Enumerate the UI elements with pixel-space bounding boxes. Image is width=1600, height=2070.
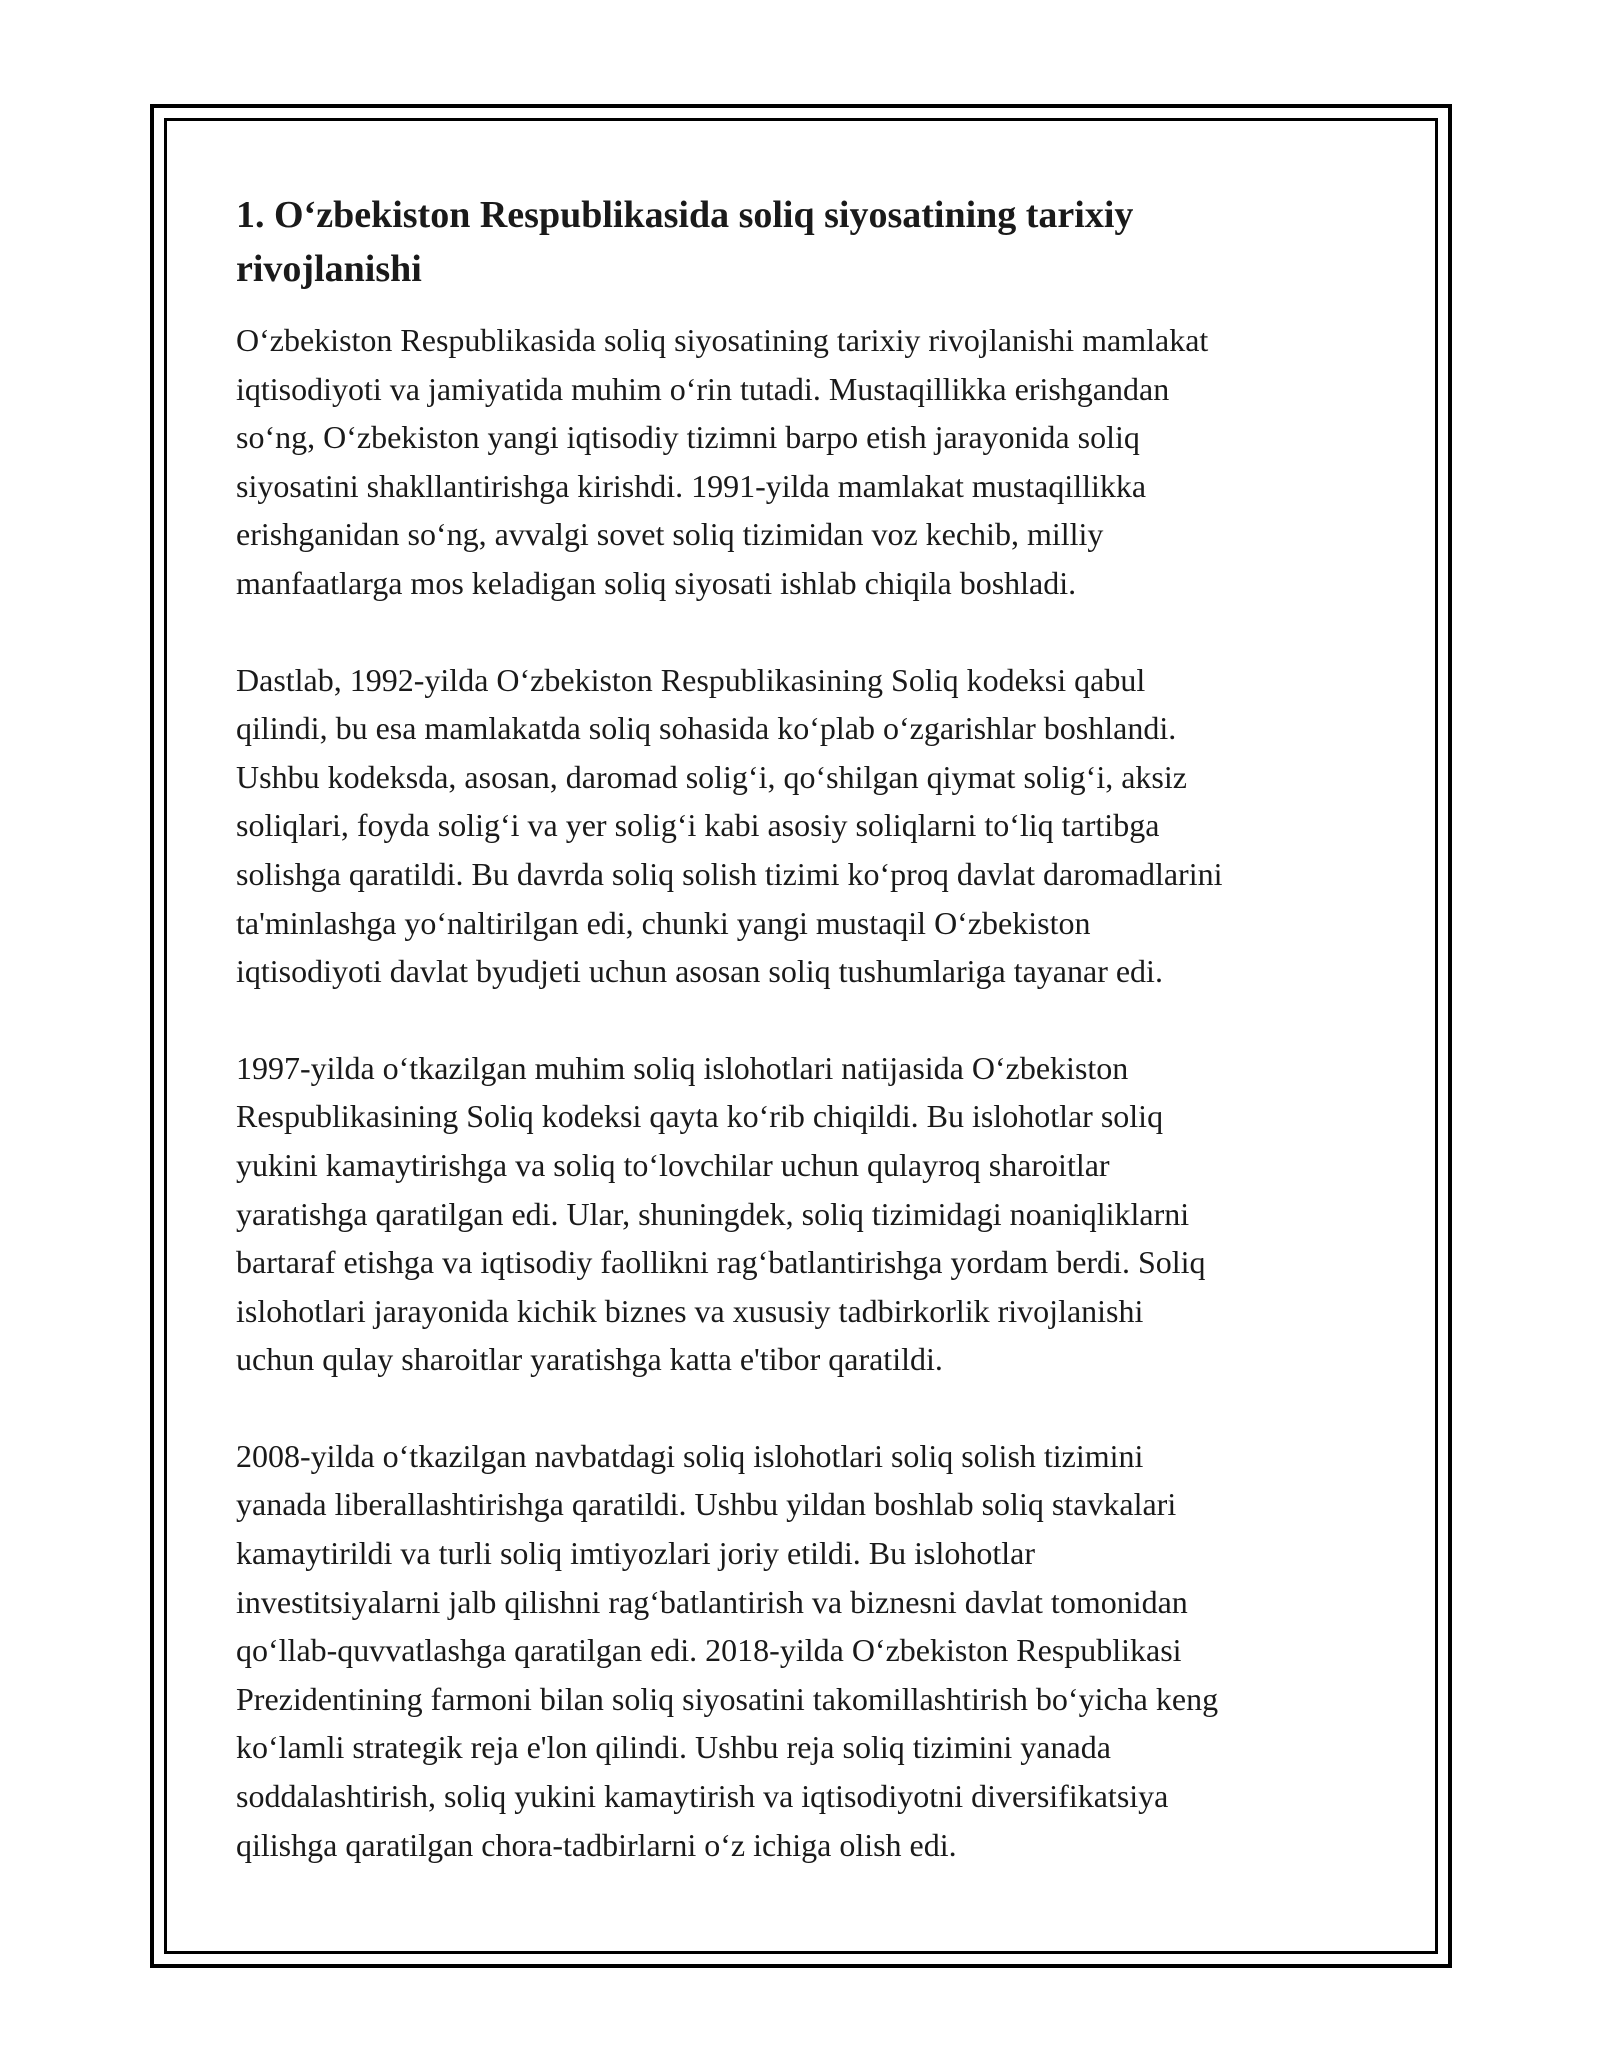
section-heading: [236, 188, 1386, 296]
text-line: uchun qulay sharoitlar yaratishga katta e'tibor qaratildi.: [236, 1341, 943, 1378]
text-line: iqtisodiyoti va jamiyatida muhim o‘rin tutadi. Mustaqillikka erishgandan: [236, 370, 1170, 407]
text-line: kamaytirildi va turli soliq imtiyozlari joriy etildi. Bu islohotlar: [236, 1535, 1035, 1572]
text-line: iqtisodiyoti davlat byudjeti uchun asosan soliq tushumlariga tayanar edi.: [236, 953, 1163, 990]
text-line: ta'minlashga yo‘naltirilgan edi, chunki yangi mustaqil O‘zbekiston: [236, 904, 1091, 941]
paragraph-2: [236, 656, 1386, 996]
text-line: O‘zbekiston Respublikasida soliq siyosatining tarixiy rivojlanishi mamlakat: [236, 322, 1209, 358]
text-line: so‘ng, O‘zbekiston yangi iqtisodiy tizimni barpo etish jarayonida soliq: [236, 419, 1140, 456]
text-line: Prezidentining farmoni bilan soliq siyosatini takomillashtirish bo‘yicha keng: [236, 1680, 1219, 1717]
text-line: Ushbu kodeksda, asosan, daromad solig‘i, qo‘shilgan qiymat solig‘i, aksiz: [236, 758, 1187, 795]
text-line: islohotlari jarayonida kichik biznes va xususiy tadbirkorlik rivojlanishi: [236, 1292, 1144, 1329]
text-line: manfaatlarga mos keladigan soliq siyosati ishlab chiqila boshladi.: [236, 564, 1077, 601]
document-body: [236, 188, 1386, 1917]
text-line: yaratishga qaratilgan edi. Ular, shuningdek, soliq tizimidagi noaniqliklarni: [236, 1195, 1190, 1232]
text-line: ko‘lamli strategik reja e'lon qilindi. Ushbu reja soliq tizimini yanada: [236, 1729, 1111, 1766]
text-line: soliqlari, foyda solig‘i va yer solig‘i kabi asosiy soliqlarni to‘liq tartibga: [236, 807, 1160, 844]
heading-line: 1. O‘zbekiston Respublikasida soliq siyosatining tarixiy: [236, 194, 1134, 236]
text-line: Dastlab, 1992-yilda O‘zbekiston Respublikasining Soliq kodeksi qabul: [236, 661, 1146, 698]
text-line: investitsiyalarni jalb qilishni rag‘batlantirish va biznesni davlat tomonidan: [236, 1583, 1188, 1620]
text-line: 1997-yilda o‘tkazilgan muhim soliq islohotlari natijasida O‘zbekiston: [236, 1049, 1129, 1086]
text-line: qo‘llab-quvvatlashga qaratilgan edi. 2018-yilda O‘zbekiston Respublikasi: [236, 1632, 1182, 1669]
text-line: yanada liberallashtirishga qaratildi. Ushbu yildan boshlab soliq stavkalari: [236, 1486, 1177, 1523]
text-line: bartaraf etishga va iqtisodiy faollikni rag‘batlantirishga yordam berdi. Soliq: [236, 1244, 1206, 1281]
text-line: yukini kamaytirishga va soliq to‘lovchilar uchun qulayroq sharoitlar: [236, 1146, 1110, 1183]
text-line: erishganidan so‘ng, avvalgi sovet soliq tizimidan voz kechib, milliy: [236, 516, 1104, 553]
text-line: soddalashtirish, soliq yukini kamaytirish va iqtisodiyotni diversifikatsiya: [236, 1778, 1169, 1815]
paragraph-4: [236, 1432, 1386, 1869]
text-line: qilindi, bu esa mamlakatda soliq sohasida ko‘plab o‘zgarishlar boshlandi.: [236, 710, 1177, 747]
text-line: solishga qaratildi. Bu davrda soliq solish tizimi ko‘proq davlat daromadlarini: [236, 855, 1223, 892]
paragraph-3: [236, 1044, 1386, 1384]
text-line: qilishga qaratilgan chora-tadbirlarni o‘z ichiga olish edi.: [236, 1826, 957, 1863]
text-line: siyosatini shakllantirishga kirishdi. 1991-yilda mamlakat mustaqillikka: [236, 467, 1147, 504]
text-line: Respublikasining Soliq kodeksi qayta ko‘rib chiqildi. Bu islohotlar soliq: [236, 1098, 1164, 1135]
paragraph-1: [236, 316, 1386, 608]
heading-line: rivojlanishi: [236, 248, 422, 290]
text-line: 2008-yilda o‘tkazilgan navbatdagi soliq islohotlari soliq solish tizimini: [236, 1437, 1144, 1474]
